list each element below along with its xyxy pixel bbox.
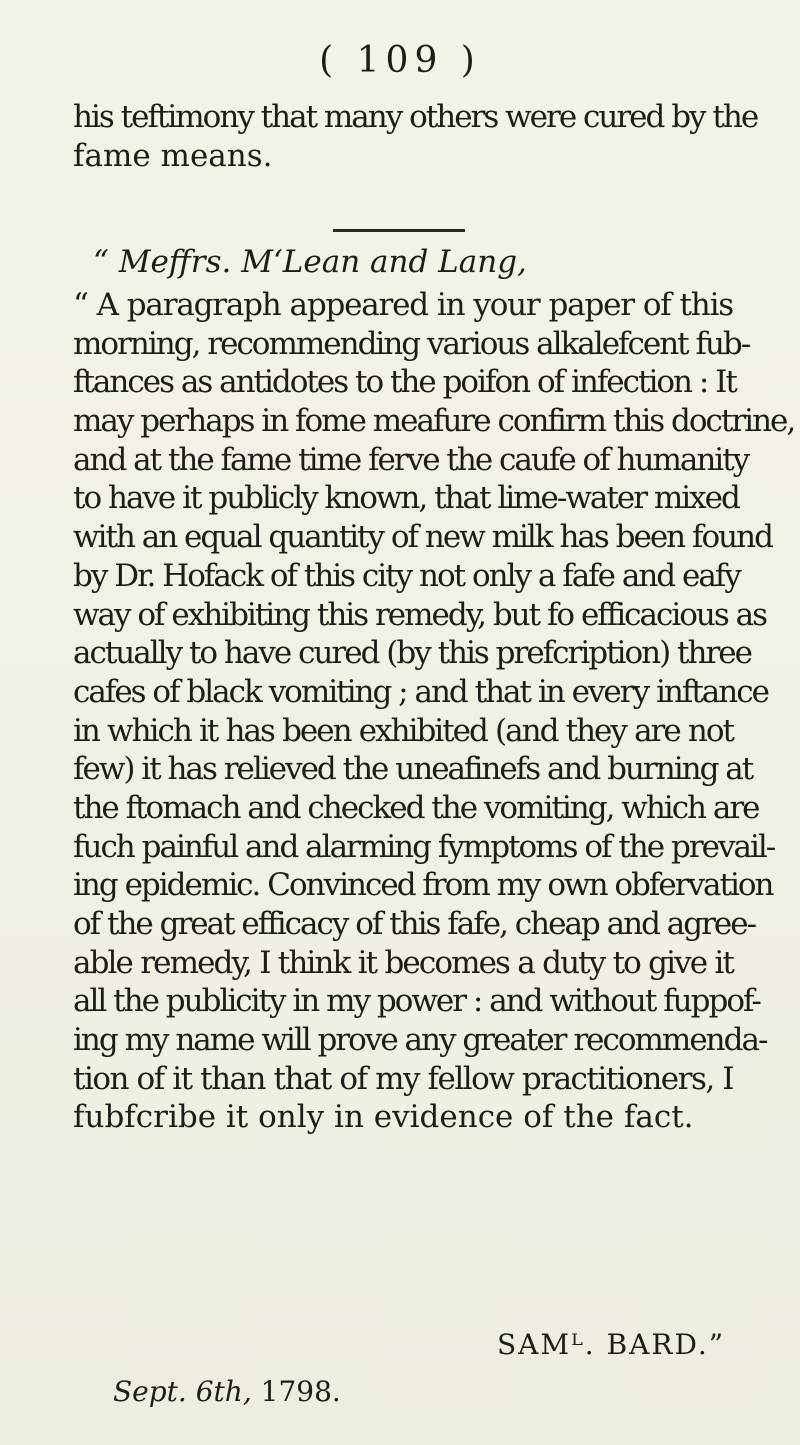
text-line: fubfcribe it only in evidence of the fact. [73,1099,694,1136]
text-line: ing epidemic. Convinced from my own obfervation [73,867,773,904]
text-line: by Dr. Hofack of this city not only a fafe and eafy [73,557,740,594]
text-line: may perhaps in fome meafure confirm this doctrine, [73,403,795,440]
letter-signature: SAMᴸ. BARD.” [497,1328,726,1361]
text-line: his teftimony that many others were cured by the [73,99,758,135]
text-line: to have it publicly known, that lime-water mixed [73,480,739,517]
letter-body [73,286,795,1137]
date-month-day: Sept. 6th, [113,1375,252,1408]
letter-salutation: “ Meffrs. M‘Lean and Lang, [93,244,527,280]
text-line: “ A paragraph appeared in your paper of this [73,287,733,323]
text-line: way of exhibiting this remedy, but fo efficacious as [73,596,767,633]
text-line: fuch painful and alarming fymptoms of the prevail- [73,828,775,865]
letter-date [113,1375,341,1408]
intro-paragraph [73,98,758,175]
text-line: and at the fame time ferve the caufe of humanity [73,441,749,478]
text-line: fame means. [73,137,273,174]
text-line: with an equal quantity of new milk has been found [73,519,772,556]
text-line: actually to have cured (by this prefcription) three [73,635,751,672]
text-line: ing my name will prove any greater recommenda- [73,1022,767,1059]
page-number: ( 109 ) [319,40,481,81]
text-line: cafes of black vomiting ; and that in every inftance [73,673,768,710]
text-line: few) it has relieved the uneafinefs and burning at [73,751,753,788]
text-line: able remedy, I think it becomes a duty to give it [73,944,733,981]
section-divider [333,229,465,232]
date-year: 1798. [251,1375,341,1408]
text-line: ftances as antidotes to the poifon of infection : It [73,364,736,401]
text-line: tion of it than that of my fellow practitioners, I [73,1060,733,1097]
text-line: morning, recommending various alkalefcent fub- [73,325,750,362]
text-line: of the great efficacy of this fafe, cheap and agree- [73,906,756,942]
text-line: the ftomach and checked the vomiting, which are [73,789,759,826]
text-line: in which it has been exhibited (and they are not [73,712,733,749]
text-line: all the publicity in my power : and without fuppof- [73,983,760,1020]
